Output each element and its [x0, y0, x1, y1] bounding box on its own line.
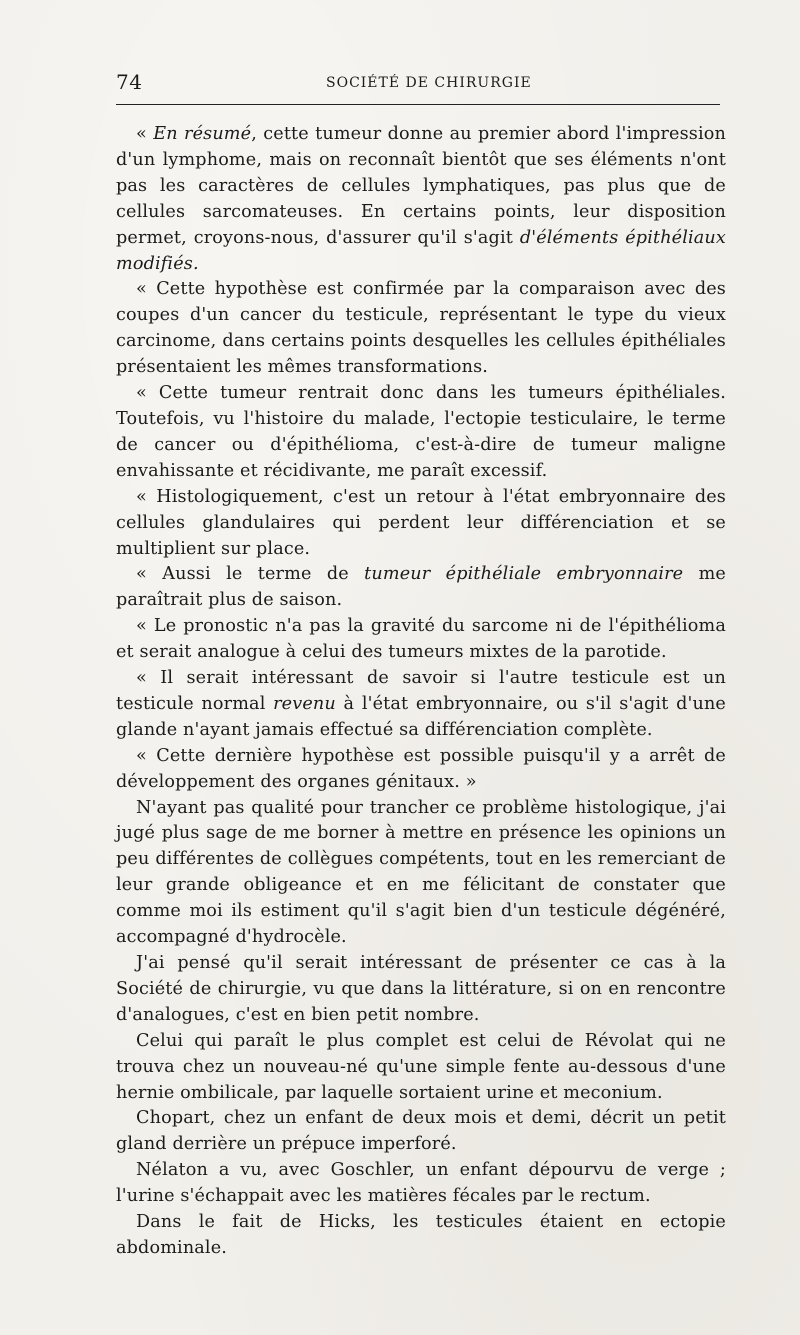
header-rule: [116, 104, 720, 105]
italic-phrase: En résumé: [153, 124, 252, 144]
paragraph: « Le pronostic n'a pas la gravité du sarcome ni de l'épithélioma et serait analogue à celui des tumeurs mixtes de la parotide.: [116, 616, 726, 663]
paragraph: « Histologiquement, c'est un retour à l'état embryonnaire des cellules glandulaires qui perdent leur différenciation et se multiplient sur place.: [116, 486, 726, 559]
page-header: [116, 70, 720, 94]
paragraph: Nélaton a vu, avec Goschler, un enfant dépourvu de verge ; l'urine s'échappait avec les matières fécales par le rectum.: [116, 1160, 726, 1207]
paragraph: Chopart, chez un enfant de deux mois et demi, décrit un petit gland derrière un prépuce imperforé.: [116, 1108, 726, 1155]
paragraph: « En résumé, cette tumeur donne au premier abord l'impression d'un lymphome, mais on reconnaît bientôt que ses éléments n'ont pas les caractères de cellules lymphatiques, pas plus que de cellules sarcomateuses. En certains points, leur disposition permet, croyons-nous, d'assurer qu'il s'agit d'éléments épithéliaux modifiés.: [116, 124, 726, 274]
italic-phrase: revenu: [273, 693, 336, 714]
paragraph: « Cette hypothèse est confirmée par la comparaison avec des coupes d'un cancer du testicule, représentant le type du vieux carcinome, dans certains points desquelles les cellules épithéliales présentaient les mêmes transformations.: [116, 279, 726, 378]
paragraph: N'ayant pas qualité pour trancher ce problème histologique, j'ai jugé plus sage de me borner à mettre en présence les opinions un peu différentes de collègues compétents, tout en les remerciant de leur grande obligeance et en me félicitant de constater que comme moi ils estiment qu'il s'agit bien d'un testicule dégénéré, accompagné d'hydrocèle.: [116, 797, 726, 948]
body-text: [116, 122, 726, 1262]
paragraph: « Il serait intéressant de savoir si l'autre testicule est un testicule normal revenu à l'état embryonnaire, ou s'il s'agit d'une glande n'ayant jamais effectué sa différenciation complète.: [116, 668, 726, 740]
paragraph: « Aussi le terme de tumeur épithéliale embryonnaire me paraîtrait plus de saison.: [116, 564, 726, 611]
paragraph: Dans le fait de Hicks, les testicules étaient en ectopie abdominale.: [116, 1212, 726, 1258]
italic-phrase: tumeur épithéliale embryonnaire: [364, 564, 684, 585]
running-title: SOCIÉTÉ DE CHIRURGIE: [326, 75, 532, 91]
paragraph: « Cette dernière hypothèse est possible puisqu'il y a arrêt de développement des organes génitaux. »: [116, 745, 726, 792]
italic-phrase: d'éléments épithéliaux modifiés.: [116, 227, 726, 274]
paragraph: Celui qui paraît le plus complet est celui de Révolat qui ne trouva chez un nouveau-né qu'une simple fente au-dessous d'une hernie ombilicale, par laquelle sortaient urine et meconium.: [116, 1030, 726, 1103]
paragraph: J'ai pensé qu'il serait intéressant de présenter ce cas à la Société de chirurgie, vu que dans la littérature, si on en rencontre d'analogues, c'est en bien petit nombre.: [116, 953, 726, 1025]
paragraph: « Cette tumeur rentrait donc dans les tumeurs épithéliales. Toutefois, vu l'histoire du malade, l'ectopie testiculaire, le terme de cancer ou d'épithélioma, c'est-à-dire de tumeur maligne envahissante et récidivante, me paraît excessif.: [116, 383, 726, 481]
page-number: 74: [116, 70, 143, 94]
